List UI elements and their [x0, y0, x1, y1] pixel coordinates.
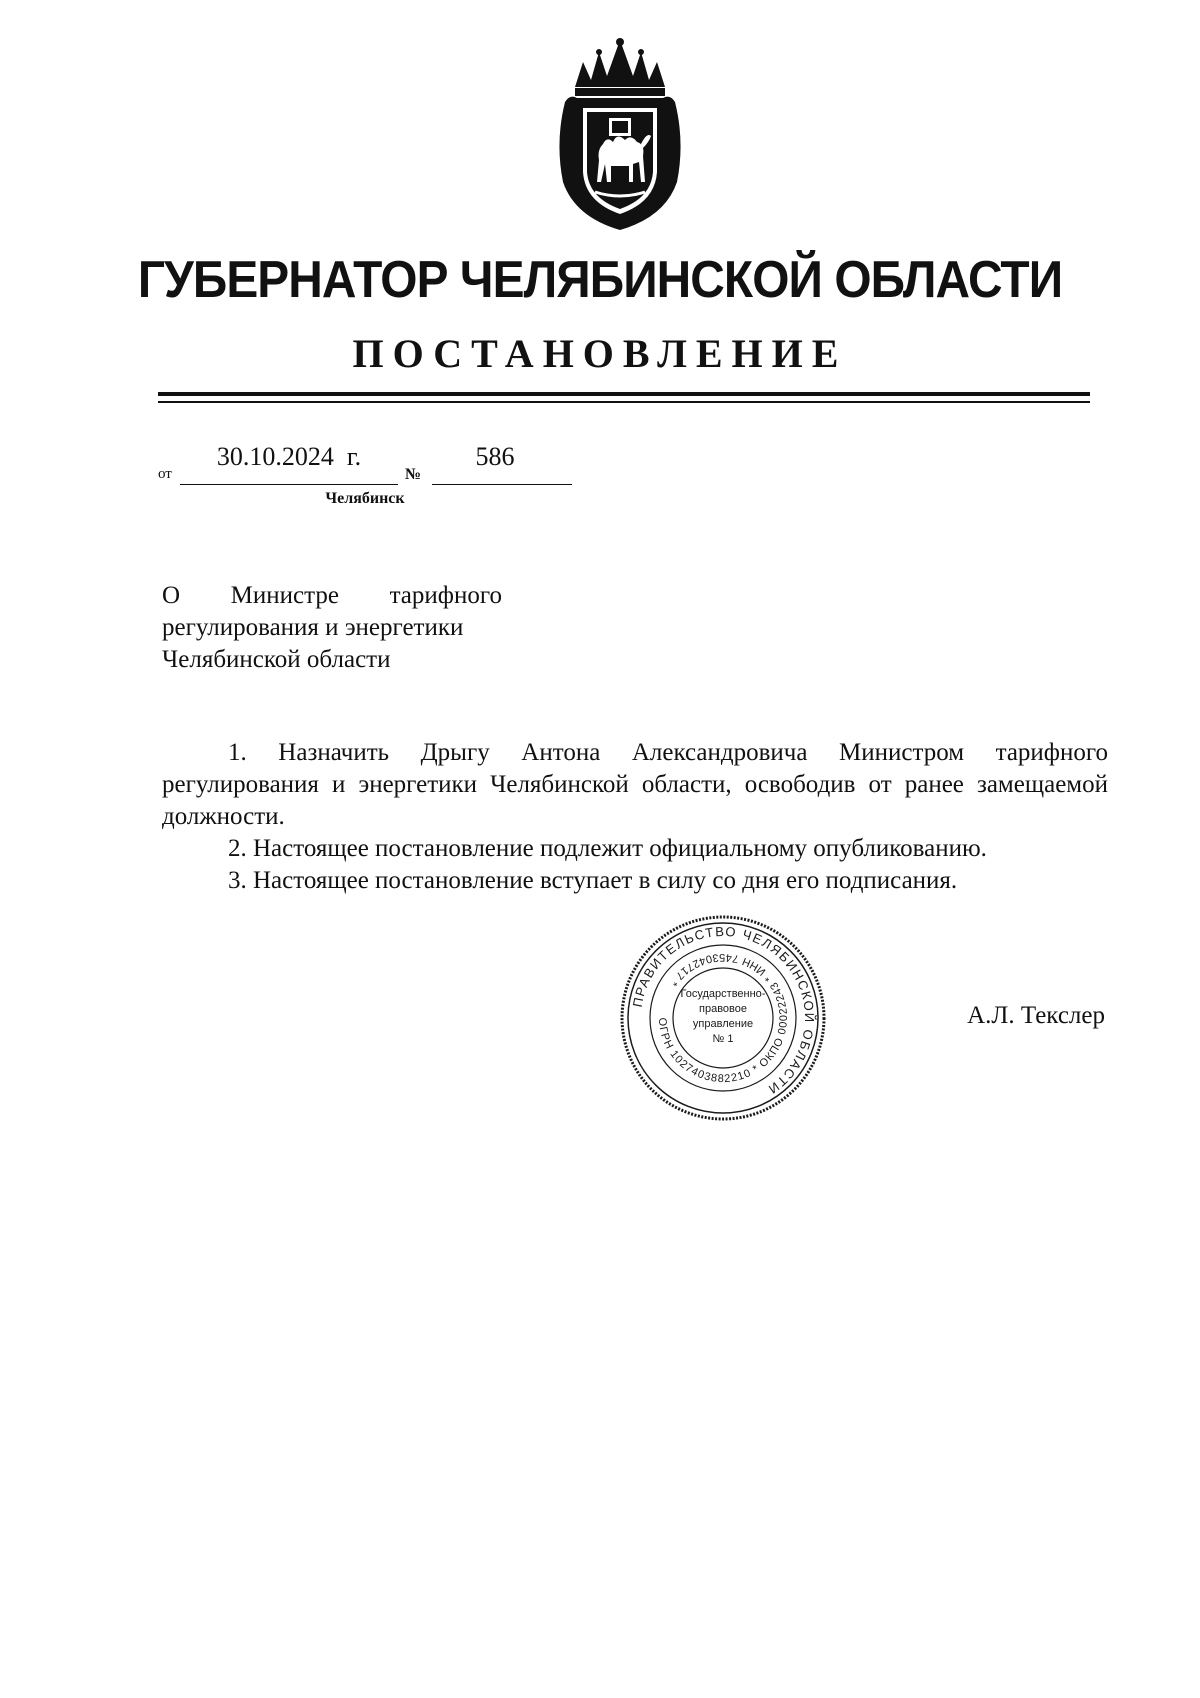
- body-paragraph-2: 2. Настоящее постановление подлежит официальному опубликованию.: [228, 835, 987, 862]
- chelyabinsk-coat-of-arms-icon: [545, 32, 695, 232]
- official-seal-stamp: [618, 913, 828, 1123]
- subject-word: тарифного: [389, 582, 502, 609]
- subject-line-3: Челябинской области: [162, 646, 391, 673]
- authority-title: ГУБЕРНАТОР ЧЕЛЯБИНСКОЙ ОБЛАСТИ: [137, 251, 1063, 309]
- subject-word: Министре: [230, 582, 339, 609]
- issue-city: Челябинск: [325, 490, 405, 507]
- signatory-name: А.Л. Текслер: [967, 1002, 1105, 1029]
- date-underline: [180, 484, 398, 485]
- header-divider-thin: [158, 401, 1090, 403]
- number-sign: №: [405, 466, 422, 483]
- stamp-center-line: № 1: [712, 1033, 734, 1045]
- stamp-center-line: Государственно-: [680, 988, 766, 1000]
- date-prefix: от: [158, 466, 172, 482]
- document-type-title: ПОСТАНОВЛЕНИЕ: [352, 331, 848, 376]
- stamp-center-line: правовое: [699, 1003, 747, 1015]
- document-subject: [162, 580, 502, 676]
- number-underline: [432, 484, 572, 485]
- header-divider-thick: [158, 392, 1090, 396]
- document-date: 30.10.2024 г.: [216, 442, 362, 471]
- subject-word: О: [162, 582, 181, 609]
- subject-line-1: [162, 580, 502, 612]
- stamp-outer-text: ПРАВИТЕЛЬСТВО ЧЕЛЯБИНСКОЙ ОБЛАСТИ: [629, 923, 818, 1098]
- document-body: [162, 737, 1108, 897]
- body-paragraph-1: 1. Назначить Дрыгу Антона Александровича Министром тарифного регулирования и энергетики Челябинской области, освободив от ранее замещаемой должности.: [162, 739, 1108, 830]
- body-paragraph-3: 3. Настоящее постановление вступает в силу со дня его подписания.: [228, 867, 958, 894]
- subject-line-2: регулирования и энергетики: [162, 614, 464, 641]
- stamp-center-line: управление: [692, 1018, 754, 1030]
- stamp-ring-text: ОГРН 1027403882210 * ОКПО 00022243 * ИНН 7453042717 *: [655, 950, 791, 1086]
- document-number: 586: [475, 442, 515, 471]
